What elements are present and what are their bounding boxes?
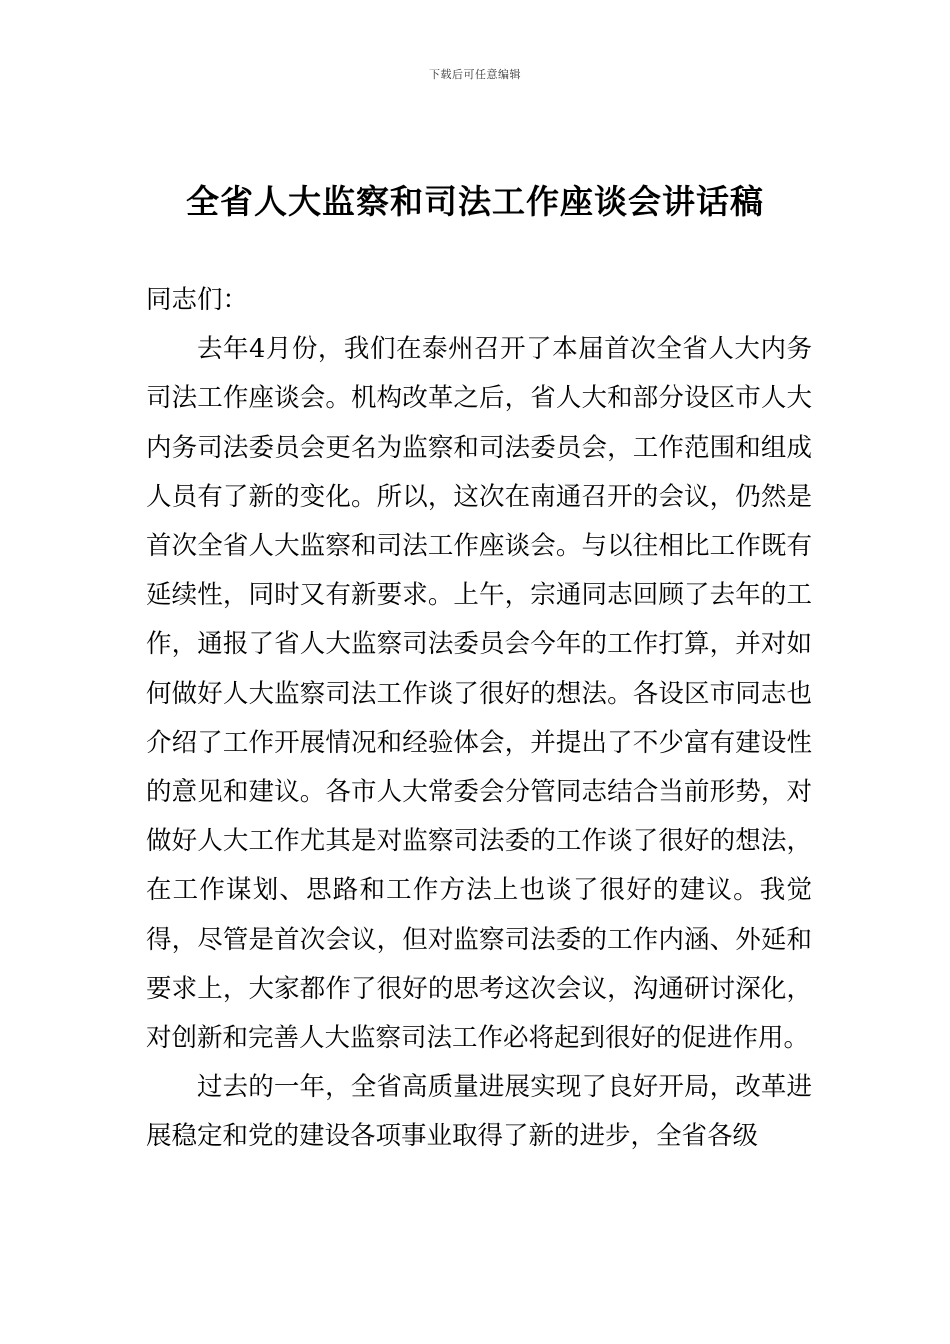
- paragraph: 去年4月份，我们在泰州召开了本届首次全省人大内务司法工作座谈会。机构改革之后，省人大和部分设区市人大内务司法委员会更名为监察和司法委员会，工作范围和组成人员有了新的变化。所以，这次在南通召开的会议，仍然是首次全省人大监察和司法工作座谈会。与以往相比工作既有延续性，同时又有新要求。上午，宗通同志回顾了去年的工作，通报了省人大监察司法委员会今年的工作打算，并对如何做好人大监察司法工作谈了很好的想法。各设区市同志也介绍了工作开展情况和经验体会，并提出了不少富有建设性的意见和建议。各市人大常委会分管同志结合当前形势，对做好人大工作尤其是对监察司法委的工作谈了很好的想法，在工作谋划、思路和工作方法上也谈了很好的建议。我觉得，尽管是首次会议，但对监察司法委的工作内涵、外延和要求上，大家都作了很好的思考这次会议，沟通研讨深化，对创新和完善人大监察司法工作必将起到很好的促进作用。: [146, 334, 812, 1054]
- document-body: [146, 276, 812, 1162]
- document-title: 全省人大监察和司法工作座谈会讲话稿: [186, 182, 764, 221]
- paragraph: 过去的一年，全省高质量进展实现了良好开局，改革进展稳定和党的建设各项事业取得了新的进步，全省各级: [146, 1072, 812, 1152]
- header-note: 下载后可任意编辑: [429, 68, 521, 81]
- salutation: 同志们：: [146, 285, 249, 315]
